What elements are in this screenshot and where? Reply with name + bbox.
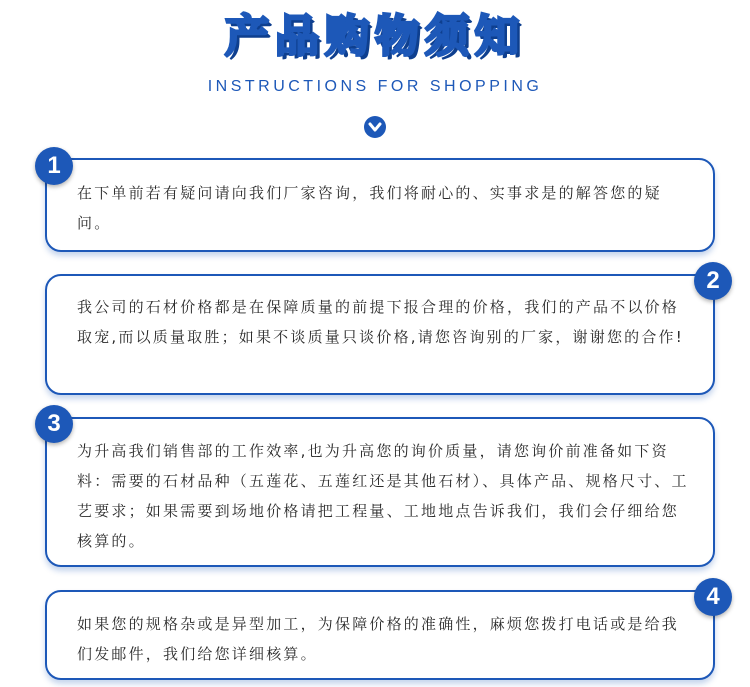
step-badge-1: 1 <box>35 147 73 185</box>
page-title: 产品购物须知 <box>225 11 525 62</box>
step-badge-3: 3 <box>35 405 73 443</box>
instruction-card-3 <box>45 417 715 567</box>
step-badge-4: 4 <box>694 578 732 616</box>
instruction-text-2: 我公司的石材价格都是在保障质量的前提下报合理的价格，我们的产品不以价格取宠,而以质量取胜；如果不谈质量只谈价格,请您咨询别的厂家，谢谢您的合作! <box>77 298 684 346</box>
instruction-card-4 <box>45 590 715 680</box>
chevron-down-icon <box>364 116 386 138</box>
instruction-text-1: 在下单前若有疑问请向我们厂家咨询，我们将耐心的、实事求是的解答您的疑问。 <box>77 184 662 232</box>
step-badge-2: 2 <box>694 262 732 300</box>
instruction-text-3: 为升高我们销售部的工作效率,也为升高您的询价质量，请您询价前准备如下资料：需要的石材品种（五莲花、五莲红还是其他石材）、具体产品、规格尺寸、工艺要求；如果需要到场地价格请把工程量、工地地点告诉我们，我们会仔细给您核算的。 <box>77 442 689 550</box>
instruction-card-1 <box>45 158 715 252</box>
instruction-card-2 <box>45 274 715 395</box>
page-subtitle: INSTRUCTIONS FOR SHOPPING <box>207 78 543 95</box>
instruction-text-4: 如果您的规格杂或是异型加工，为保障价格的准确性，麻烦您拨打电话或是给我们发邮件，我们给您详细核算。 <box>77 615 680 663</box>
page-title-wrap <box>0 8 750 66</box>
